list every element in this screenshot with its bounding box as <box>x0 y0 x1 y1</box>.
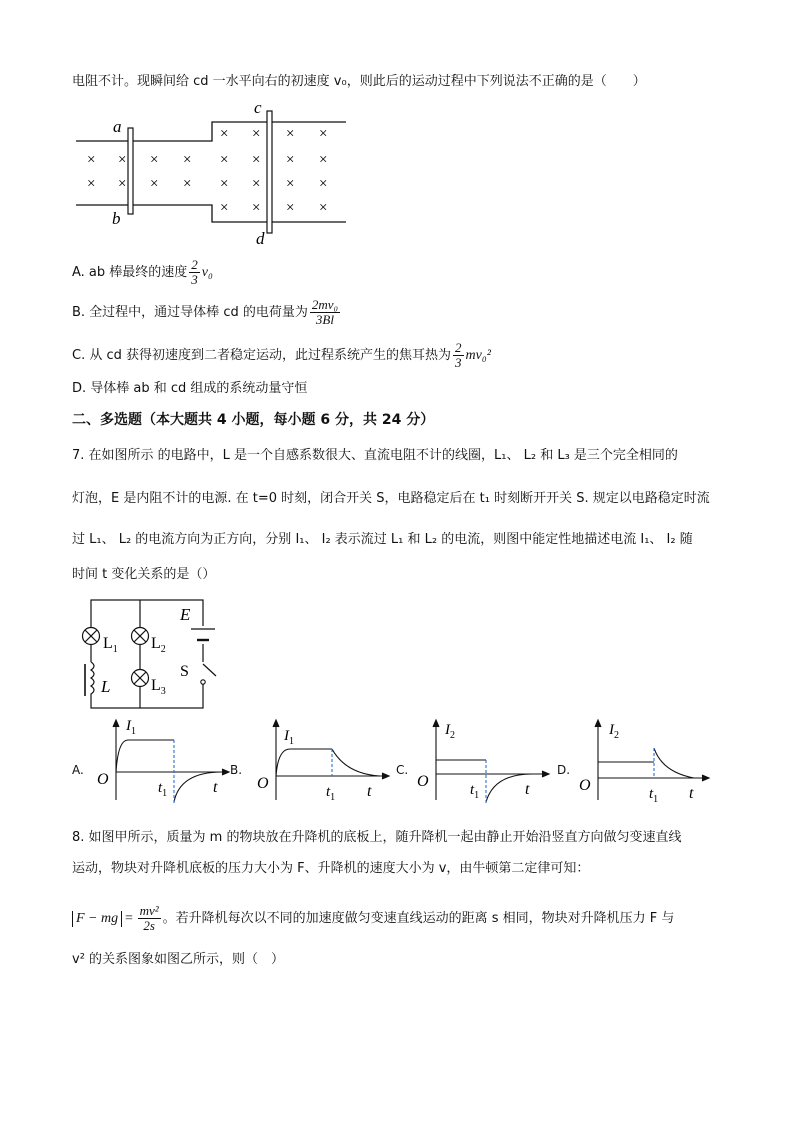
option-a-fraction <box>189 258 200 287</box>
option-a-num: 2 <box>191 257 198 272</box>
q7-line-3: 过 L₁、 L₂ 的电流方向为正方向，分别 I₁、 I₂ 表示流过 L₁ 和 L₂ 的电流，则图中能定性地描述电流 I₁、 I₂ 随 <box>72 532 693 547</box>
field-cross: × <box>252 176 261 192</box>
q8-line-4: v² 的关系图象如图乙所示，则（ ） <box>72 952 285 967</box>
lamp-l2 <box>132 628 149 645</box>
q6-option-a <box>72 258 213 287</box>
field-cross: × <box>87 176 96 192</box>
option-b-prefix: B. 全过程中，通过导体棒 cd 的电荷量为 <box>72 305 308 320</box>
q8-line-2: 运动，物块对升降机底板的压力大小为 F、升降机的速度大小为 v，由牛顿第二定律可知： <box>72 861 590 876</box>
q8-line-3 <box>72 904 674 933</box>
svg-text:t1: $t_1$ <box>649 786 659 805</box>
field-cross: × <box>220 126 229 142</box>
field-cross: × <box>118 176 127 192</box>
switch-s <box>196 656 216 690</box>
field-cross: × <box>252 126 261 142</box>
magnetic-field-crosses <box>87 126 327 216</box>
label-a: a <box>113 117 122 136</box>
label-d: d <box>256 229 265 248</box>
q8-frac-den: 2s <box>143 918 155 933</box>
option-a-tail: v₀ <box>201 265 213 280</box>
svg-text:I2: $I_2$ <box>445 722 455 741</box>
field-cross: × <box>286 176 295 192</box>
q6-option-c <box>72 341 491 370</box>
field-cross: × <box>286 126 295 142</box>
svg-text:I1: $I_1$ <box>284 728 294 747</box>
svg-text:t1: $t_1$ <box>326 784 336 803</box>
option-c-tail: mv₀² <box>465 348 491 363</box>
option-a-den: 3 <box>191 272 198 287</box>
svg-text:t1: $t_1$ <box>158 780 168 799</box>
label-b: b <box>112 209 121 228</box>
q7-line-4: 时间 t 变化关系的是（） <box>72 567 216 582</box>
q6-stem: 电阻不计。现瞬间给 cd 一水平向右的初速度 v₀，则此后的运动过程中下列说法不正确的是（ ） <box>72 74 646 89</box>
field-cross: × <box>319 200 328 216</box>
option-c-num: 2 <box>455 340 462 355</box>
graph-d <box>576 716 716 806</box>
q6-option-b <box>72 298 342 327</box>
graph-a-option: A. <box>72 763 84 777</box>
section-2-heading: 二、多选题（本大题共 4 小题，每小题 6 分，共 24 分） <box>72 412 435 428</box>
graph-b-option: B. <box>230 763 243 777</box>
option-b-num: 2mv₀ <box>311 297 339 312</box>
q8-line-1: 8. 如图甲所示，质量为 m 的物块放在升降机的底板上，随升降机一起由静止开始沿竖直方向做匀变速直线 <box>72 830 682 845</box>
bar-ab <box>128 128 133 214</box>
label-e: E <box>180 605 191 624</box>
svg-text:t: t <box>689 785 694 802</box>
q8-frac-num: mv² <box>139 903 159 918</box>
q8-fraction <box>138 904 161 933</box>
field-cross: × <box>319 176 328 192</box>
svg-text:O: O <box>97 771 109 788</box>
svg-text:t: t <box>213 779 218 796</box>
field-cross: × <box>183 176 192 192</box>
svg-text:O: O <box>257 775 269 792</box>
option-c-den: 3 <box>455 355 462 370</box>
svg-text:O: O <box>579 777 591 794</box>
field-cross: × <box>183 152 192 168</box>
q7-circuit-diagram <box>76 596 226 716</box>
option-c-prefix: C. 从 cd 获得初速度到二者稳定运动，此过程系统产生的焦耳热为 <box>72 348 452 363</box>
svg-text:I2: $I_2$ <box>609 722 619 741</box>
q6-rails-figure <box>70 98 360 248</box>
svg-text:I1: $I_1$ <box>126 718 136 737</box>
q8-equals: = <box>124 911 134 926</box>
field-cross: × <box>252 200 261 216</box>
svg-text:t: t <box>367 783 372 800</box>
field-cross: × <box>87 152 96 168</box>
graph-b <box>254 716 394 806</box>
graph-c-option: C. <box>396 763 409 777</box>
graph-d-option: D. <box>557 763 571 777</box>
field-cross: × <box>150 176 159 192</box>
q6-option-d: D. 导体棒 ab 和 cd 组成的系统动量守恒 <box>72 381 308 396</box>
label-c: c <box>254 98 262 117</box>
battery-e <box>191 626 215 644</box>
field-cross: × <box>319 126 328 142</box>
label-l3: $L_3$ <box>151 677 166 697</box>
graph-a <box>94 716 234 806</box>
option-b-fraction <box>310 298 340 327</box>
field-cross: × <box>286 200 295 216</box>
q7-line-1: 7. 在如图所示 的电路中，L 是一个自感系数很大、直流电阻不计的线圈，L₁、 L₂ 和 L₃ 是三个完全相同的 <box>72 448 678 463</box>
field-cross: × <box>319 152 328 168</box>
q8-line-3-tail: 。若升降机每次以不同的加速度做匀变速直线运动的距离 s 相同，物块对升降机压力 F 与 <box>162 911 675 926</box>
label-coil: L <box>101 677 111 696</box>
q8-abs-expression: F − mg <box>72 911 122 927</box>
field-cross: × <box>220 200 229 216</box>
field-cross: × <box>220 176 229 192</box>
field-cross: × <box>252 152 261 168</box>
field-cross: × <box>286 152 295 168</box>
field-cross: × <box>220 152 229 168</box>
option-a-prefix: A. ab 棒最终的速度 <box>72 265 188 280</box>
label-l1: $L_1$ <box>103 635 118 655</box>
q7-line-2: 灯泡，E 是内阻不计的电源. 在 t=0 时刻，闭合开关 S，电路稳定后在 t₁ 时刻断开开关 S. 规定以电路稳定时流 <box>72 491 710 506</box>
option-c-fraction <box>453 341 464 370</box>
lamp-l3 <box>132 670 149 687</box>
field-cross: × <box>150 152 159 168</box>
inductor-coil <box>85 662 96 698</box>
option-b-den: 3Bl <box>315 312 334 327</box>
label-l2: $L_2$ <box>151 635 166 655</box>
label-s: S <box>180 663 189 680</box>
bar-cd <box>267 111 272 233</box>
svg-text:t: t <box>525 781 530 798</box>
svg-text:t1: $t_1$ <box>470 782 480 801</box>
field-cross: × <box>118 152 127 168</box>
graph-c <box>414 716 554 806</box>
svg-text:O: O <box>417 773 429 790</box>
lamp-l1 <box>83 628 100 645</box>
